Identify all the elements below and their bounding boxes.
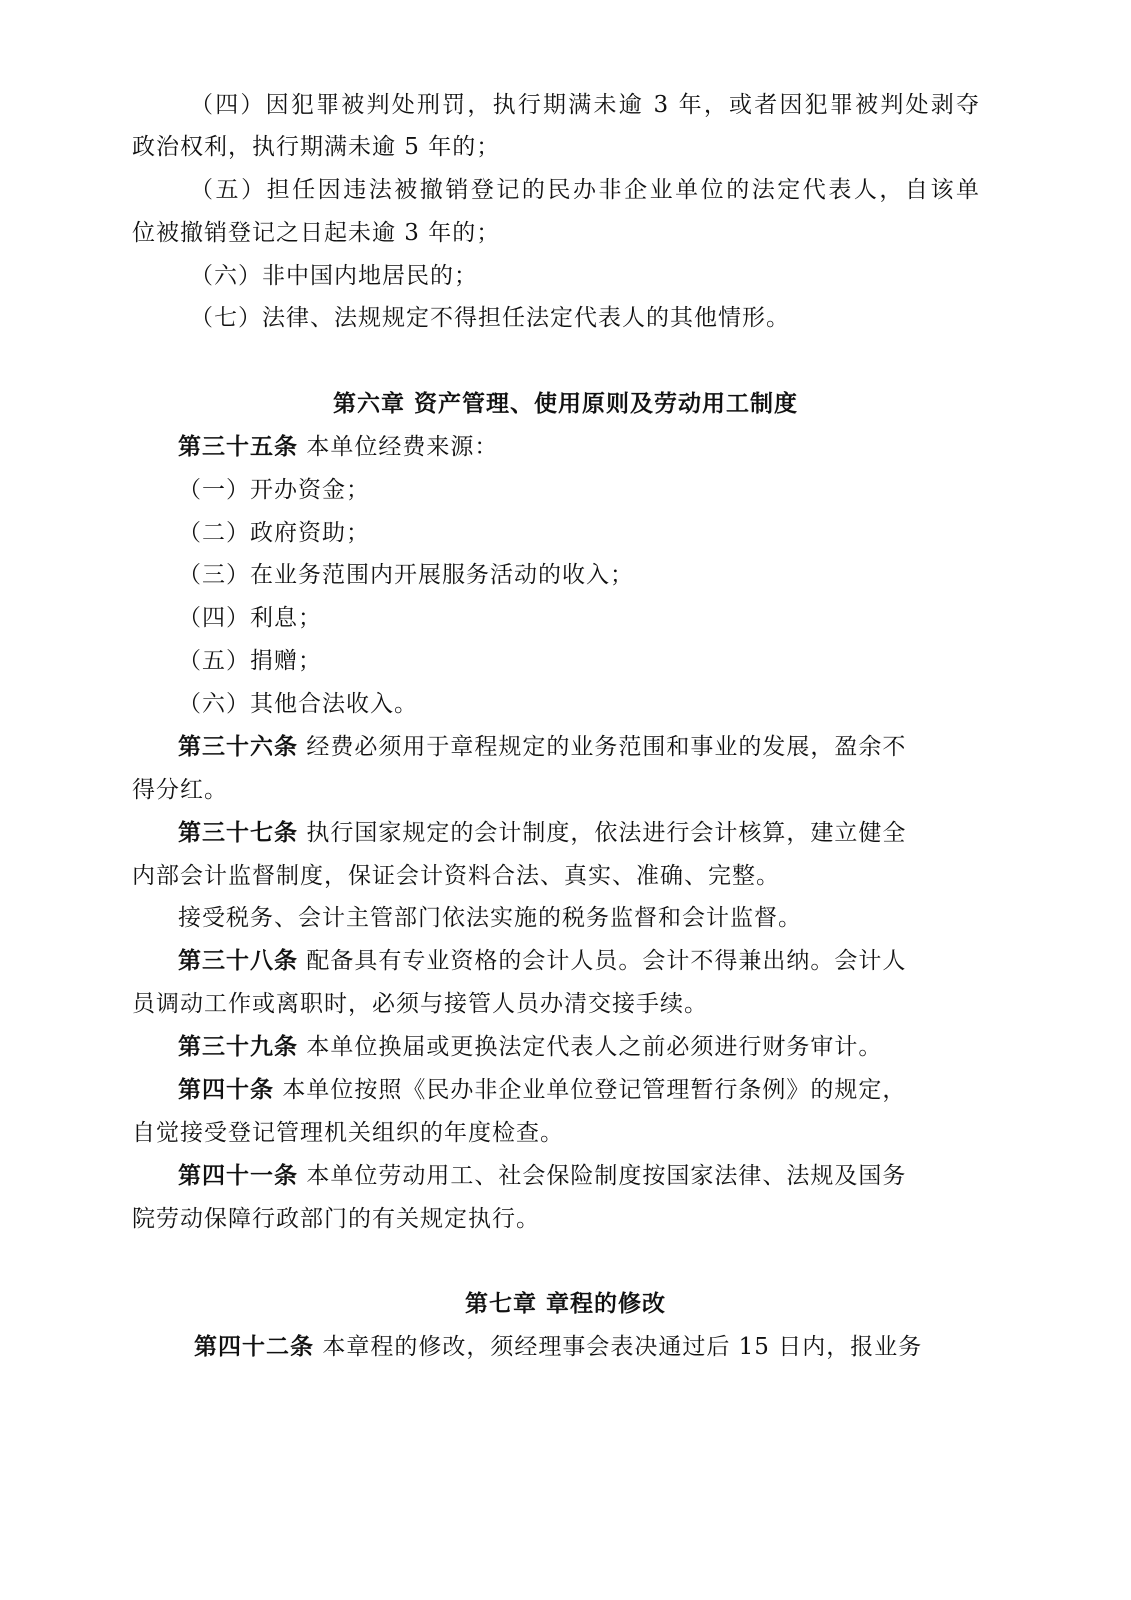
article-37 bbox=[178, 818, 980, 848]
article-label: 第四十二条 bbox=[194, 1333, 314, 1360]
article-label: 第四十条 bbox=[178, 1076, 274, 1103]
item-text: （五）捐赠； bbox=[178, 648, 322, 674]
list-item bbox=[190, 90, 980, 120]
item-text: （三）在业务范围内开展服务活动的收入； bbox=[178, 562, 634, 588]
list-item bbox=[178, 475, 1131, 505]
item-text: （四）利息； bbox=[178, 605, 322, 631]
article-36-cont bbox=[132, 775, 1131, 805]
article-text: 内部会计监督制度，保证会计资料合法、真实、准确、完整。 bbox=[132, 863, 780, 889]
item-text: 政治权利，执行期满未逾 5 年的； bbox=[132, 134, 501, 160]
article-text: 自觉接受登记管理机关组织的年度检查。 bbox=[132, 1120, 564, 1146]
item-text: （六）其他合法收入。 bbox=[178, 691, 418, 717]
article-39 bbox=[178, 1032, 1131, 1062]
article-text: 本单位换届或更换法定代表人之前必须进行财务审计。 bbox=[306, 1034, 883, 1060]
chapter-heading: 第六章 资产管理、使用原则及劳动用工制度 bbox=[332, 390, 798, 417]
list-item bbox=[178, 689, 1131, 719]
article-38 bbox=[178, 946, 980, 976]
article-label: 第三十六条 bbox=[178, 733, 298, 760]
article-text: 本章程的修改，须经理事会表决通过后 15 日内，报业务 bbox=[322, 1334, 923, 1360]
list-item bbox=[190, 261, 980, 291]
article-text: 执行国家规定的会计制度，依法进行会计核算，建立健全 bbox=[306, 820, 907, 846]
item-text: （一）开办资金； bbox=[178, 477, 370, 503]
article-text: 接受税务、会计主管部门依法实施的税务监督和会计监督。 bbox=[178, 905, 802, 931]
item-text: （四）因犯罪被判处刑罚，执行期满未逾 3 年，或者因犯罪被判处剥夺 bbox=[190, 92, 980, 118]
article-label: 第三十八条 bbox=[178, 947, 298, 974]
list-item bbox=[190, 303, 980, 333]
article-label: 第三十九条 bbox=[178, 1033, 298, 1060]
list-item bbox=[132, 218, 980, 248]
list-item bbox=[132, 132, 980, 162]
article-text: 配备具有专业资格的会计人员。会计不得兼出纳。会计人 bbox=[306, 948, 907, 974]
article-label: 第四十一条 bbox=[178, 1162, 298, 1189]
article-text: 本单位按照《民办非企业单位登记管理暂行条例》的规定， bbox=[282, 1077, 907, 1103]
list-item bbox=[178, 518, 1131, 548]
article-41-cont bbox=[132, 1204, 1131, 1234]
article-text: 本单位劳动用工、社会保险制度按国家法律、法规及国务 bbox=[306, 1163, 907, 1189]
article-37-cont bbox=[132, 861, 1131, 891]
article-text: 本单位经费来源： bbox=[306, 434, 499, 460]
article-text: 员调动工作或离职时，必须与接管人员办清交接手续。 bbox=[132, 991, 708, 1017]
list-item bbox=[178, 560, 1131, 590]
article-35 bbox=[178, 432, 980, 462]
article-42 bbox=[194, 1332, 980, 1362]
article-40-cont bbox=[132, 1118, 1131, 1148]
article-text: 院劳动保障行政部门的有关规定执行。 bbox=[132, 1206, 540, 1232]
chapter-heading: 第七章 章程的修改 bbox=[464, 1290, 666, 1317]
article-text: 得分红。 bbox=[132, 777, 228, 803]
item-text: （七）法律、法规规定不得担任法定代表人的其他情形。 bbox=[190, 305, 790, 331]
article-36 bbox=[178, 732, 980, 762]
article-text: 经费必须用于章程规定的业务范围和事业的发展，盈余不 bbox=[306, 734, 907, 760]
item-text: （二）政府资助； bbox=[178, 520, 370, 546]
article-38-cont bbox=[132, 989, 1131, 1019]
item-text: （五）担任因违法被撤销登记的民办非企业单位的法定代表人，自该单 bbox=[190, 177, 980, 203]
item-text: （六）非中国内地居民的； bbox=[190, 263, 478, 289]
list-item bbox=[190, 175, 980, 205]
article-40 bbox=[178, 1075, 980, 1105]
article-label: 第三十七条 bbox=[178, 819, 298, 846]
list-item bbox=[178, 603, 1131, 633]
article-37-para bbox=[178, 903, 1131, 933]
article-41 bbox=[178, 1161, 980, 1191]
article-label: 第三十五条 bbox=[178, 433, 298, 460]
list-item bbox=[178, 646, 1131, 676]
item-text: 位被撤销登记之日起未逾 3 年的； bbox=[132, 220, 501, 246]
